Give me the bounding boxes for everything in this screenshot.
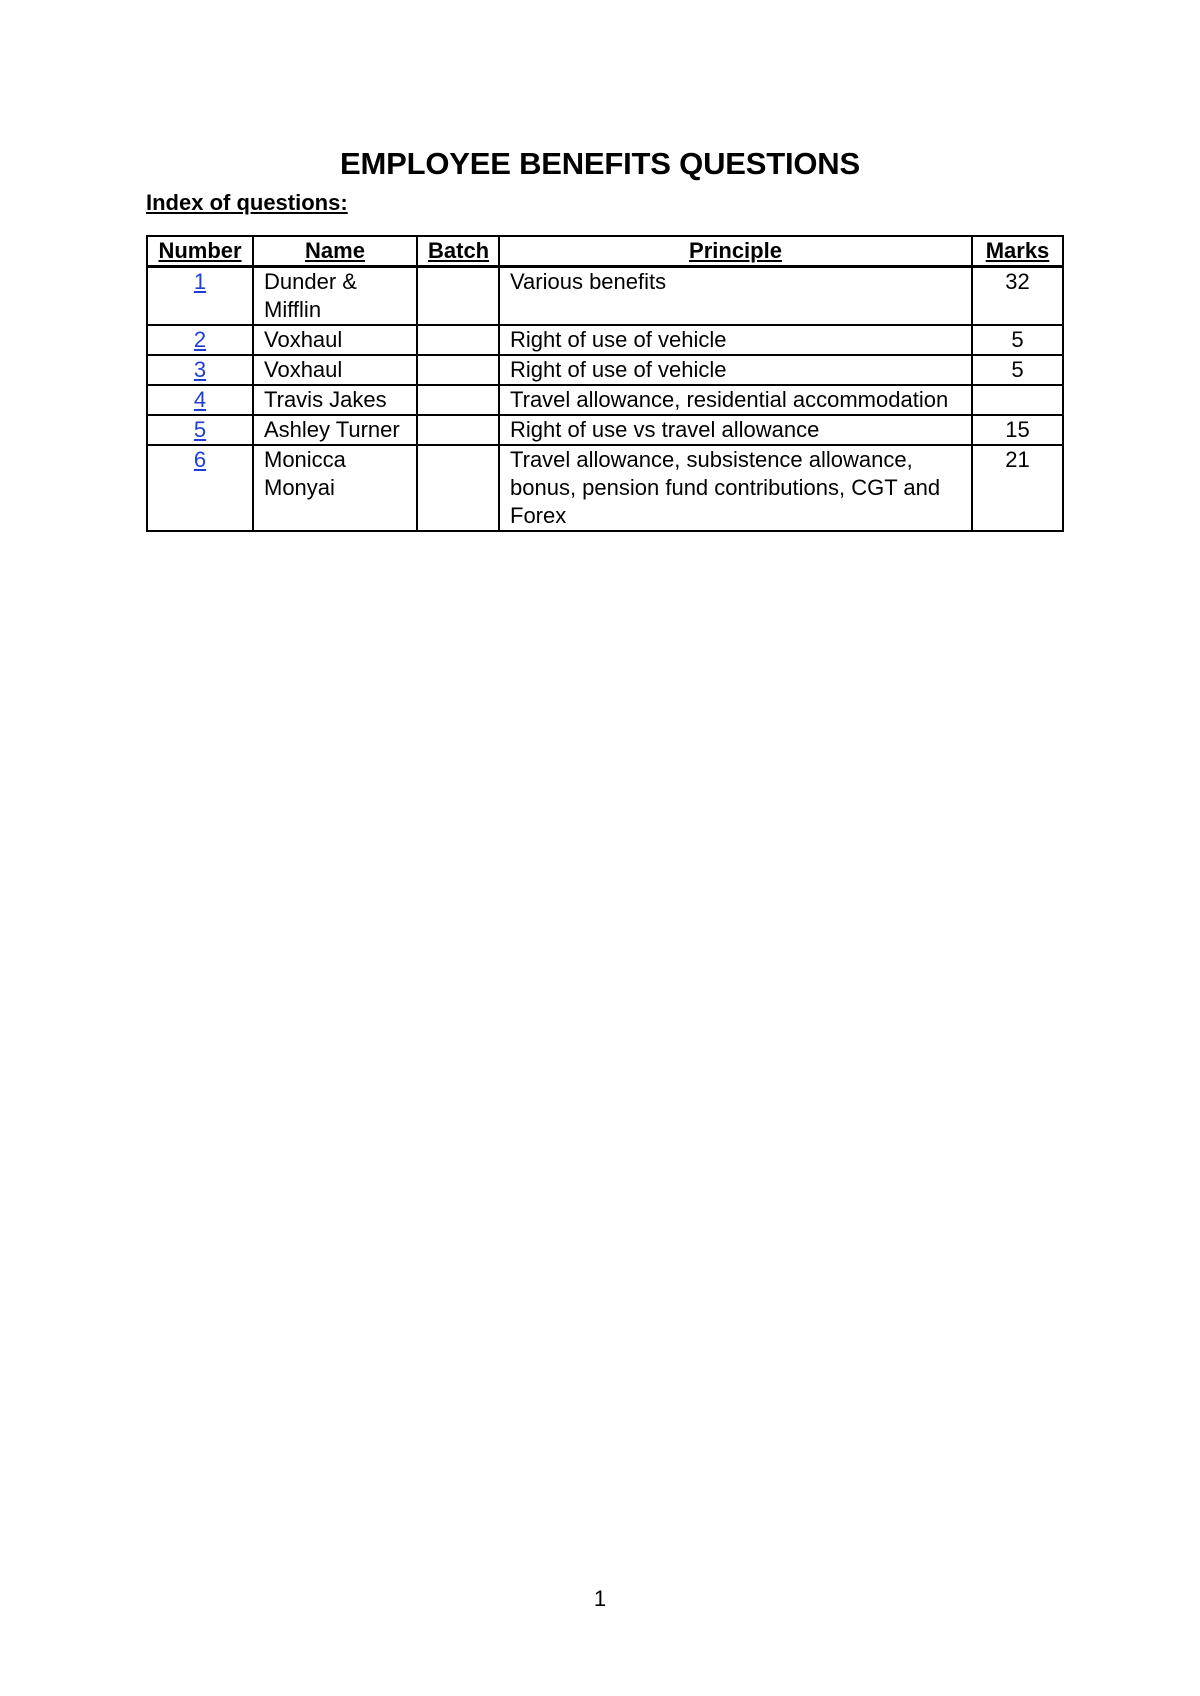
question-link[interactable]: 5 [193,417,207,442]
principle-cell: Right of use of vehicle [499,325,972,355]
table-row [147,355,1063,385]
page-title: EMPLOYEE BENEFITS QUESTIONS [340,146,860,181]
questions-index-table [146,235,1064,532]
name-cell: Dunder & Mifflin [253,267,417,326]
table-row [147,267,1063,326]
name-cell: Voxhaul [253,325,417,355]
table-header-row [147,236,1063,267]
header-marks: Marks [972,236,1063,267]
question-link[interactable]: 1 [193,269,207,294]
table-row [147,385,1063,415]
index-heading: Index of questions: [146,190,348,215]
batch-cell [417,355,499,385]
name-cell: Ashley Turner [253,415,417,445]
page-number: 1 [593,1586,607,1611]
question-link[interactable]: 4 [193,387,207,412]
question-link[interactable]: 3 [193,357,207,382]
name-cell: Travis Jakes [253,385,417,415]
batch-cell [417,445,499,531]
header-name: Name [253,236,417,267]
marks-cell: 32 [972,267,1063,326]
number-cell [147,355,253,385]
principle-cell: Travel allowance, subsistence allowance, bonus, pension fund contributions, CGT and Forex [499,445,972,531]
principle-cell: Various benefits [499,267,972,326]
header-number: Number [147,236,253,267]
question-link[interactable]: 6 [193,447,207,472]
batch-cell [417,267,499,326]
table-row [147,325,1063,355]
number-cell [147,325,253,355]
principle-cell: Right of use vs travel allowance [499,415,972,445]
batch-cell [417,325,499,355]
principle-cell: Right of use of vehicle [499,355,972,385]
name-cell: Voxhaul [253,355,417,385]
header-batch: Batch [417,236,499,267]
table-row [147,445,1063,531]
number-cell [147,267,253,326]
marks-cell: 5 [972,325,1063,355]
table-row [147,415,1063,445]
marks-cell: 5 [972,355,1063,385]
number-cell [147,415,253,445]
header-principle: Principle [499,236,972,267]
batch-cell [417,385,499,415]
principle-cell: Travel allowance, residential accommodation [499,385,972,415]
batch-cell [417,415,499,445]
marks-cell: 15 [972,415,1063,445]
name-cell: Monicca Monyai [253,445,417,531]
number-cell [147,445,253,531]
question-link[interactable]: 2 [193,327,207,352]
number-cell [147,385,253,415]
marks-cell [972,385,1063,415]
marks-cell: 21 [972,445,1063,531]
